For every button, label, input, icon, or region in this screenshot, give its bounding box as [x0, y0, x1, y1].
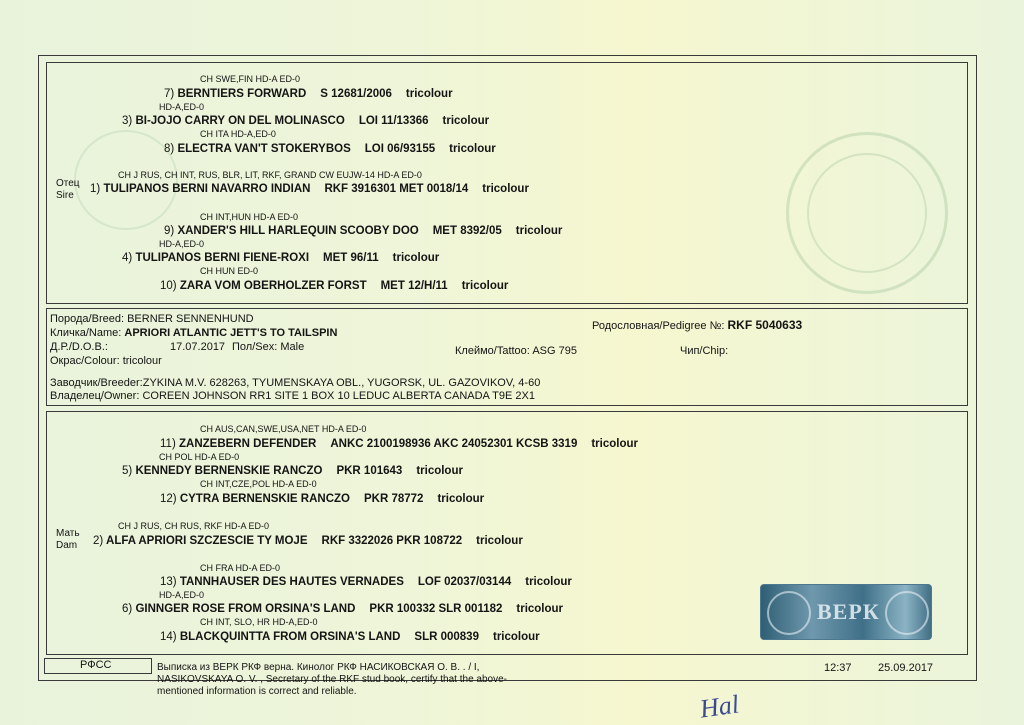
sire-entry-4: 4) TULIPANOS BERNI FIENE-ROXI MET 96/11 tricolour — [122, 252, 440, 264]
colour-row: Окрас/Colour: tricolour — [50, 355, 162, 367]
dob-value: 17.07.2017 — [170, 341, 226, 353]
org-label: РФСС — [80, 659, 112, 671]
dam-entry-5: 5) KENNEDY BERNENSKIE RANCZO PKR 101643 tricolour — [122, 465, 463, 477]
sire-entry-7: 7) BERNTIERS FORWARD S 12681/2006 tricolour — [164, 88, 453, 100]
sire-entry-3-honors: HD-A,ED-0 — [159, 102, 205, 112]
sire-label: Отец Sire — [56, 178, 80, 201]
sire-entry-10-honors: CH HUN ED-0 — [200, 266, 259, 276]
dam-entry-2: 2) ALFA APRIORI SZCZESCIE TY MOJE RKF 3322026 PKR 108722 tricolour — [93, 535, 523, 547]
dam-entry-11: 11) ZANZEBERN DEFENDER ANKC 2100198936 AKC 24052301 KCSB 3319 tricolour — [160, 438, 638, 450]
hologram-ring-left — [767, 591, 811, 635]
sire-entry-8-honors: CH ITA HD-A,ED-0 — [200, 129, 276, 139]
dob-label: Д.Р./D.O.B.: — [50, 341, 108, 353]
footer-date: 25.09.2017 — [878, 662, 934, 674]
sire-entry-1: 1) TULIPANOS BERNI NAVARRO INDIAN RKF 3916301 MET 0018/14 tricolour — [90, 183, 529, 195]
tattoo-row: Клеймо/Tattoo: ASG 795 — [455, 345, 577, 357]
sex-row: Пол/Sex: Male — [232, 341, 305, 353]
sire-entry-8: 8) ELECTRA VAN'T STOKERYBOS LOI 06/93155 tricolour — [164, 143, 496, 155]
footer-time: 12:37 — [824, 662, 852, 674]
sire-entry-10: 10) ZARA VOM OBERHOLZER FORST MET 12/H/11 tricolour — [160, 280, 509, 292]
sire-entry-3: 3) BI-JOJO CARRY ON DEL MOLINASCO LOI 11/13366 tricolour — [122, 115, 490, 127]
dam-entry-11-honors: CH AUS,CAN,SWE,USA,NET HD-A ED-0 — [200, 424, 367, 434]
breeder-row: Заводчик/Breeder:ZYKINA M.V. 628263, TYUMENSKAYA OBL., YUGORSK, UL. GAZOVIKOV, 4-60 — [50, 377, 541, 389]
name-row: Кличка/Name: APRIORI ATLANTIC JETT'S TO TAILSPIN — [50, 327, 338, 339]
hologram-seal — [760, 584, 932, 640]
sire-entry-9: 9) XANDER'S HILL HARLEQUIN SCOOBY DOO MET 8392/05 tricolour — [164, 225, 563, 237]
pedigree-number: Родословная/Pedigree №: RKF 5040633 — [592, 318, 803, 332]
dam-entry-14-honors: CH INT, SLO, HR HD-A,ED-0 — [200, 617, 318, 627]
dam-entry-2-honors: CH J RUS, CH RUS, RKF HD-A ED-0 — [118, 521, 270, 531]
dam-entry-13-honors: CH FRA HD-A ED-0 — [200, 563, 281, 573]
certification-text: Выписка из ВЕРК РКФ верна. Кинолог РКФ НАСИКОВСКАЯ О. В. . / I, NASIKOVSKAYA O. V. , Secretary of the RKF stud book, certify that the above- mentioned information is correct and reliable. — [157, 662, 507, 697]
sire-entry-4-honors: HD-A,ED-0 — [159, 239, 205, 249]
sire-entry-1-honors: CH J RUS, CH INT, RUS, BLR, LIT, RKF, GRAND CW EUJW-14 HD-A ED-0 — [118, 170, 422, 180]
sire-entry-9-honors: CH INT,HUN HD-A ED-0 — [200, 212, 299, 222]
dam-entry-6: 6) GINNGER ROSE FROM ORSINA'S LAND PKR 100332 SLR 001182 tricolour — [122, 603, 564, 615]
owner-row: Владелец/Owner: COREEN JOHNSON RR1 SITE 1 BOX 10 LEDUC ALBERTA CANADA T9E 2X1 — [50, 390, 535, 402]
dam-entry-6-honors: HD-A,ED-0 — [159, 590, 205, 600]
dam-entry-14: 14) BLACKQUINTTA FROM ORSINA'S LAND SLR 000839 tricolour — [160, 631, 540, 643]
dam-entry-12: 12) CYTRA BERNENSKIE RANCZO PKR 78772 tricolour — [160, 493, 485, 505]
signature: Hal — [698, 689, 741, 724]
dam-entry-13: 13) TANNHAUSER DES HAUTES VERNADES LOF 02037/03144 tricolour — [160, 576, 572, 588]
breed-row: Порода/Breed: BERNER SENNENHUND — [50, 313, 254, 325]
hologram-seal-text: ВЕРК — [817, 599, 880, 624]
dam-entry-5-honors: CH POL HD-A ED-0 — [159, 452, 240, 462]
dam-label: Мать Dam — [56, 528, 80, 551]
dam-entry-12-honors: CH INT,CZE,POL HD-A ED-0 — [200, 479, 317, 489]
sire-entry-7-honors: CH SWE,FIN HD-A ED-0 — [200, 74, 301, 84]
hologram-ring-right — [885, 591, 929, 635]
chip-row: Чип/Chip: — [680, 345, 729, 357]
